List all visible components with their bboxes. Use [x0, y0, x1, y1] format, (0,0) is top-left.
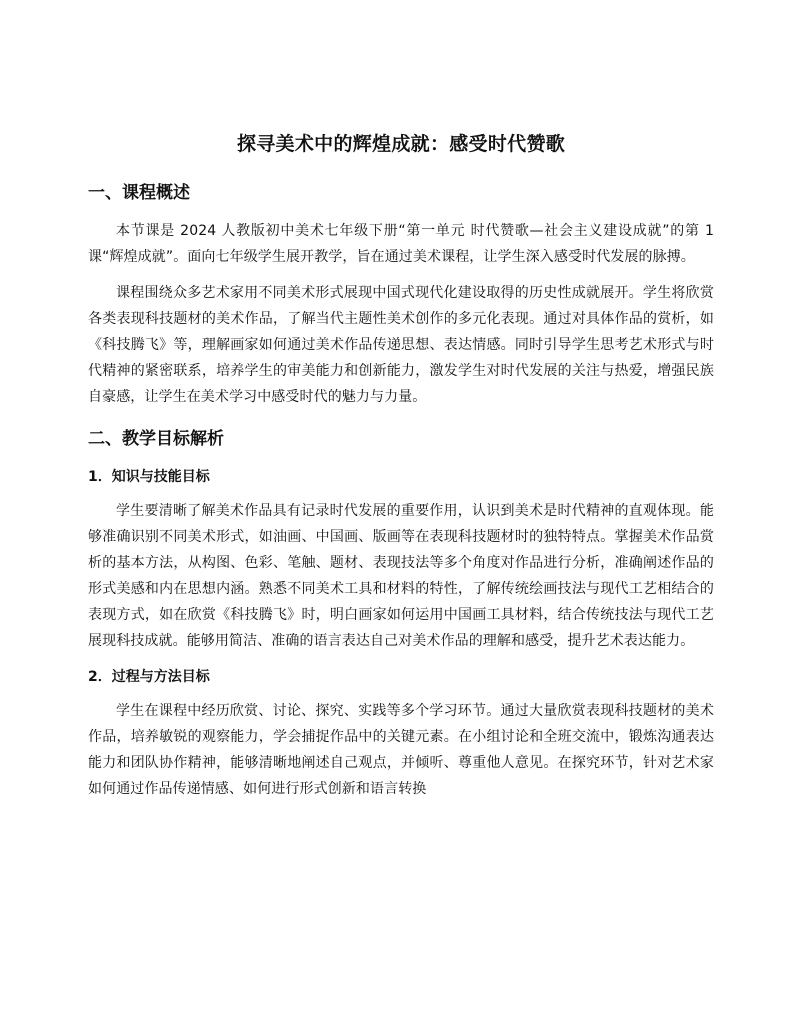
overview-paragraph-1: 本节课是 2024 人教版初中美术七年级下册“第一单元 时代赞歌—社会主义建设成就”的第 1 课“辉煌成就”。面向七年级学生展开教学，旨在通过美术课程，让学生深入感受时代发展的脉搏。: [88, 223, 714, 265]
document-content: [88, 128, 714, 812]
document-title: 探寻美术中的辉煌成就：感受时代赞歌: [236, 133, 566, 155]
process-methods-paragraph: 学生在课程中经历欣赏、讨论、探究、实践等多个学习环节。通过大量欣赏表现科技题材的美术作品，培养敏锐的观察能力，学会捕捉作品中的关键元素。在小组讨论和全班交流中，锻炼沟通表达能力和团队协作精神，能够清晰地阐述自己观点，并倾听、尊重他人意见。在探究环节，针对艺术家如何通过作品传递情感、如何进行形式创新和语言转换: [88, 703, 714, 797]
overview-paragraph-2: 课程围绕众多艺术家用不同美术形式展现中国式现代化建设取得的历史性成就展开。学生将欣赏各类表现科技题材的美术作品，了解当代主题性美术创作的多元化表现。通过对具体作品的赏析，如《科技腾飞》等，理解画家如何通过美术作品传递思想、表达情感。同时引导学生思考艺术形式与时代精神的紧密联系，培养学生的审美能力和创新能力，激发学生对时代发展的关注与热爱，增强民族自豪感，让学生在美术学习中感受时代的魅力与力量。: [88, 285, 714, 405]
section-heading-overview: 一、课程概述: [88, 183, 190, 203]
section-heading-objectives: 二、教学目标解析: [88, 429, 224, 449]
subsection-heading-process-methods: 2．过程与方法目标: [88, 669, 210, 685]
subsection-heading-knowledge-skills: 1．知识与技能目标: [88, 469, 210, 485]
knowledge-skills-paragraph: 学生要清晰了解美术作品具有记录时代发展的重要作用，认识到美术是时代精神的直观体现。能够准确识别不同美术形式，如油画、中国画、版画等在表现科技题材时的独特特点。掌握美术作品赏析的基本方法，从构图、色彩、笔触、题材、表现技法等多个角度对作品进行分析，准确阐述作品的形式美感和内在思想内涵。熟悉不同美术工具和材料的特性，了解传统绘画技法与现代工艺相结合的表现方式，如在欣赏《科技腾飞》时，明白画家如何运用中国画工具材料，结合传统技法与现代工艺展现科技成就。能够用简洁、准确的语言表达自己对美术作品的理解和感受，提升艺术表达能力。: [88, 503, 714, 649]
